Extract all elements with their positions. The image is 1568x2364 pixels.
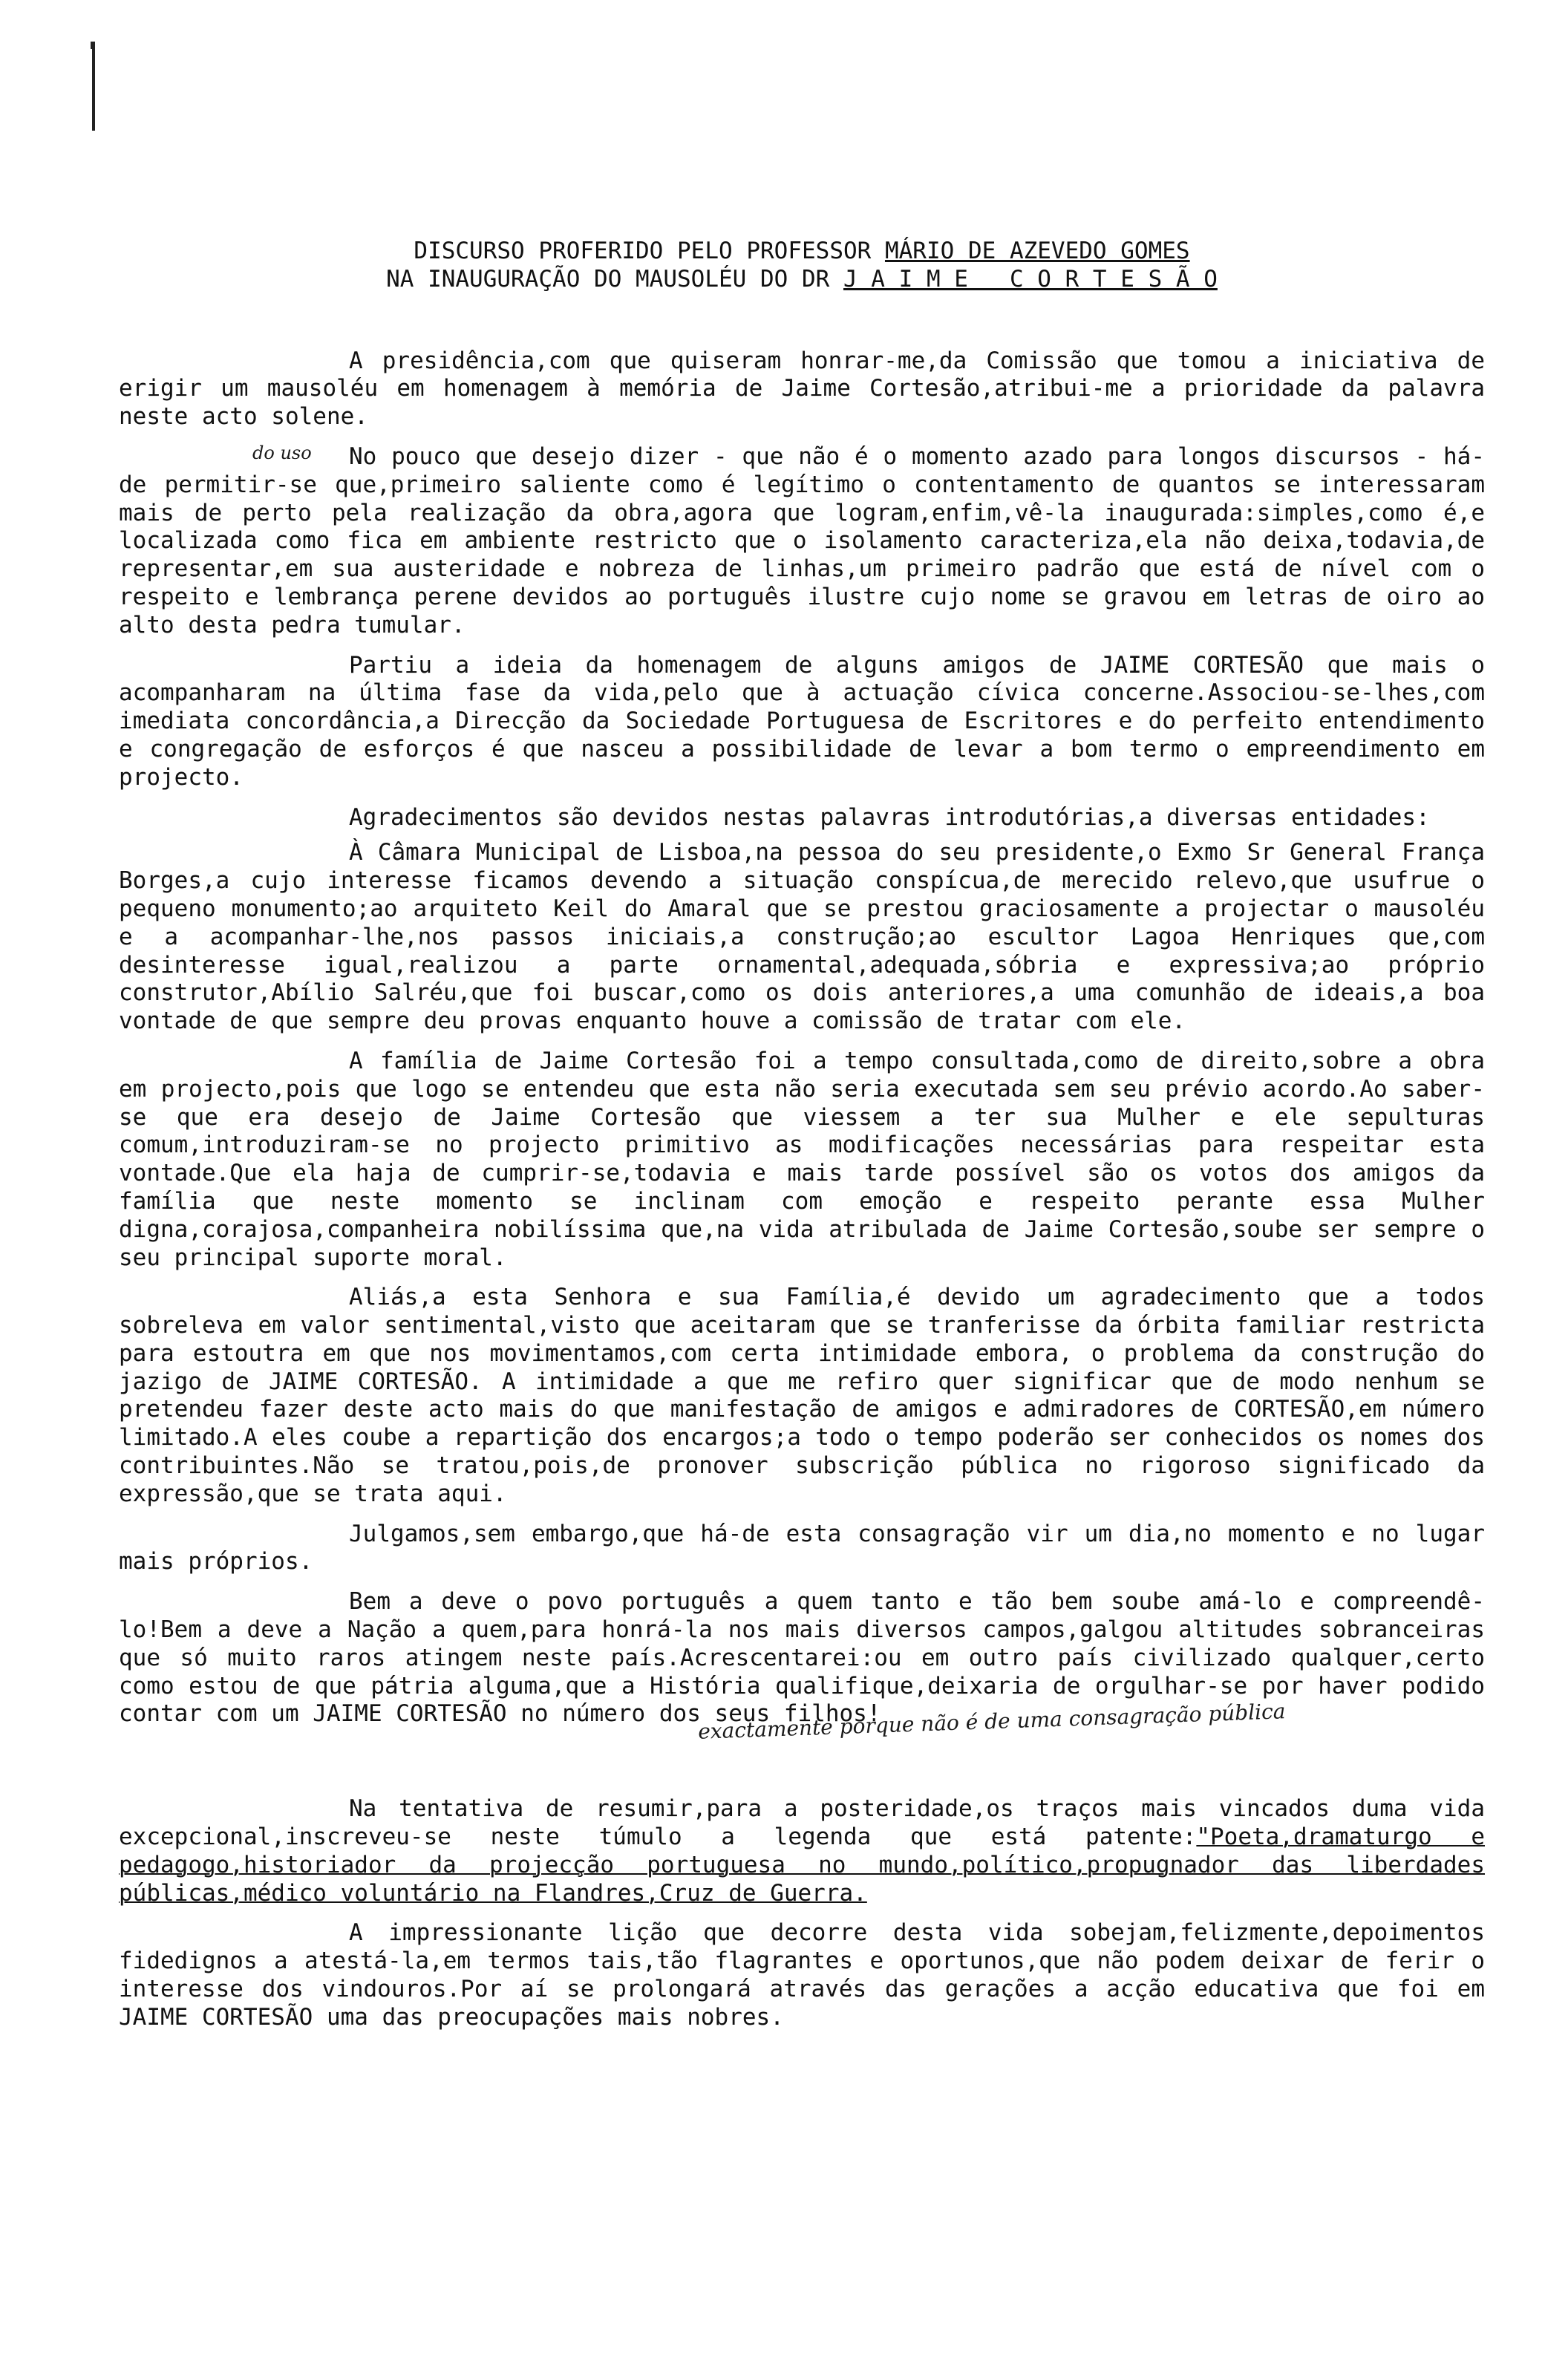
paragraph: Julgamos,sem embargo,que há-de esta consagração vir um dia,no momento e no lugar mais próprios.: [119, 1520, 1485, 1576]
paragraph: Agradecimentos são devidos nestas palavras introdutórias,a diversas entidades:: [349, 803, 1430, 831]
paragraph: A presidência,com que quiseram honrar-me,da Comissão que tomou a iniciativa de erigir um mausoléu em homenagem à memória de Jaime Cortesão,atribui-me a prioridade da palavra neste acto solene.: [119, 347, 1485, 431]
paragraph: À Câmara Municipal de Lisboa,na pessoa do seu presidente,o Exmo Sr General França Borges,a cujo interesse ficamos devendo a situação conspícua,de merecido relevo,que usufrue o pequeno monumento;ao arquiteto Keil do Amaral que se prestou graciosamente a projectar o mausoléu e a acompanhar-lhe,nos passos iniciais,a construção;ao escultor Lagoa Henriques que,com desinteresse igual,realizou a parte ornamental,adequada,sóbria e expressiva;ao próprio construtor,Abílio Salréu,que foi buscar,como os dois anteriores,a uma comunhão de ideais,a boa vontade de que sempre deu provas enquanto houve a comissão de tratar com ele.: [119, 839, 1485, 1035]
speaker-name: MÁRIO DE AZEVEDO GOMES: [884, 238, 1190, 264]
paragraph: A família de Jaime Cortesão foi a tempo consultada,como de direito,sobre a obra em projecto,pois que logo se entendeu que esta não seria executada sem seu prévio acordo.Ao saber-se que era desejo de Jaime Cortesão que viessem a ter sua Mulher e ele sepulturas comum,introduziram-se no projecto primitivo as modificações necessárias para respeitar esta vontade.Que ela haja de cumprir-se,todavia e mais tarde possível são os votos dos amigos da família que neste momento se inclinam com emoção e respeito perante essa Mulher digna,corajosa,companheira nobilíssima que,na vida atribulada de Jaime Cortesão,soube ser sempre o seu principal suporte moral.: [119, 1047, 1485, 1271]
epitaph-quote: "Poeta,dramaturgo e pedagogo,historiador da projecção portuguesa no mundo,político,propugnador das liberdades públicas,médico voluntário na Flandres,Cruz de Guerra.: [119, 1823, 1485, 1907]
epitaph-paragraph: Na tentativa de resumir,para a posteridade,os traços mais vincados duma vida excepcional,inscreveu-se neste túmulo a legenda que está patente:"Poeta,dramaturgo e pedagogo,historiador da projecção portuguesa no mundo,político,propugnador das liberdades públicas,médico voluntário na Flandres,Cruz de Guerra.: [119, 1795, 1485, 1907]
handwritten-annotation: exactamente porque não é de uma consagração pública: [697, 1699, 1286, 1744]
paragraph: Partiu a ideia da homenagem de alguns amigos de JAIME CORTESÃO que mais o acompanharam na última fase da vida,pelo que à actuação cívica concerne.Associou-se-lhes,com imediata concordância,a Direcção da Sociedade Portuguesa de Escritores e do perfeito entendimento e congregação de esforços é que nasceu a possibilidade de levar a bom termo o empreendimento em projecto.: [119, 651, 1485, 791]
document-title: [119, 238, 1485, 294]
final-paragraph: A impressionante lição que decorre desta vida sobejam,felizmente,depoimentos fidedignos a atestá-la,em termos tais,tão flagrantes e oportunos,que não podem deixar de ferir o interesse dos vindouros.Por aí se prolongará através das gerações a acção educativa que foi em JAIME CORTESÃO uma das preocupações mais nobres.: [119, 1919, 1485, 2031]
margin-mark: [92, 42, 95, 131]
paragraph: Aliás,a esta Senhora e sua Família,é devido um agradecimento que a todos sobreleva em valor sentimental,visto que aceitaram que se tranferisse da órbita familiar restricta para estoutra em que nos movimentamos,com certa intimidade embora, o problema da construção do jazigo de JAIME CORTESÃO. A intimidade a que me refiro quer significar que de modo nenhum se pretendeu fazer deste acto mais do que manifestação de amigos e admiradores de CORTESÃO,em número limitado.A eles coube a repartição dos encargos;a todo o tempo poderão ser conhecidos os nomes dos contribuintes.Não se tratou,pois,de pronover subscrição pública no rigoroso significado da expressão,que se trata aqui.: [119, 1284, 1485, 1507]
title-line-2: NA INAUGURAÇÃO DO MAUSOLÉU DO DR J A I M E C O R T E S Ã O: [386, 265, 1218, 293]
title-line-1: DISCURSO PROFERIDO PELO PROFESSOR MÁRIO DE AZEVEDO GOMES: [414, 238, 1190, 264]
paragraph: Bem a deve o povo português a quem tanto e tão bem soube amá-lo e compreendê-lo!Bem a deve a Nação a quem,para honrá-la nos mais diversos campos,galgou altitudes sobranceiras que só muito raros atingem neste país.Acrescentarei:ou em outro país civilizado qualquer,certo como estou de que pátria alguma,que a História qualifique,deixaria de orgulhar-se por haver podido contar com um JAIME CORTESÃO no número dos seus filhos!: [119, 1588, 1485, 1728]
document-body: [119, 238, 1485, 2044]
paragraph: No pouco que desejo dizer - que não é o momento azado para longos discursos - há-de permitir-se que,primeiro saliente como é legítimo o contentamento de quantos se interessaram mais de perto pela realização da obra,agora que logram,enfim,vê-la inaugurada:simples,como é,e localizada como fica em ambiente restricto que o isolamento caracteriza,ela não deixa,todavia,de representar,em sua austeridade e nobreza de linhas,um primeiro padrão que está de nível com o respeito e lembrança perene devidos ao português ilustre cujo nome se gravou em letras de oiro ao alto desta pedra tumular.: [119, 443, 1485, 639]
honoree-name: J A I M E C O R T E S Ã O: [843, 265, 1218, 293]
handwritten-annotation: do uso: [252, 443, 312, 463]
